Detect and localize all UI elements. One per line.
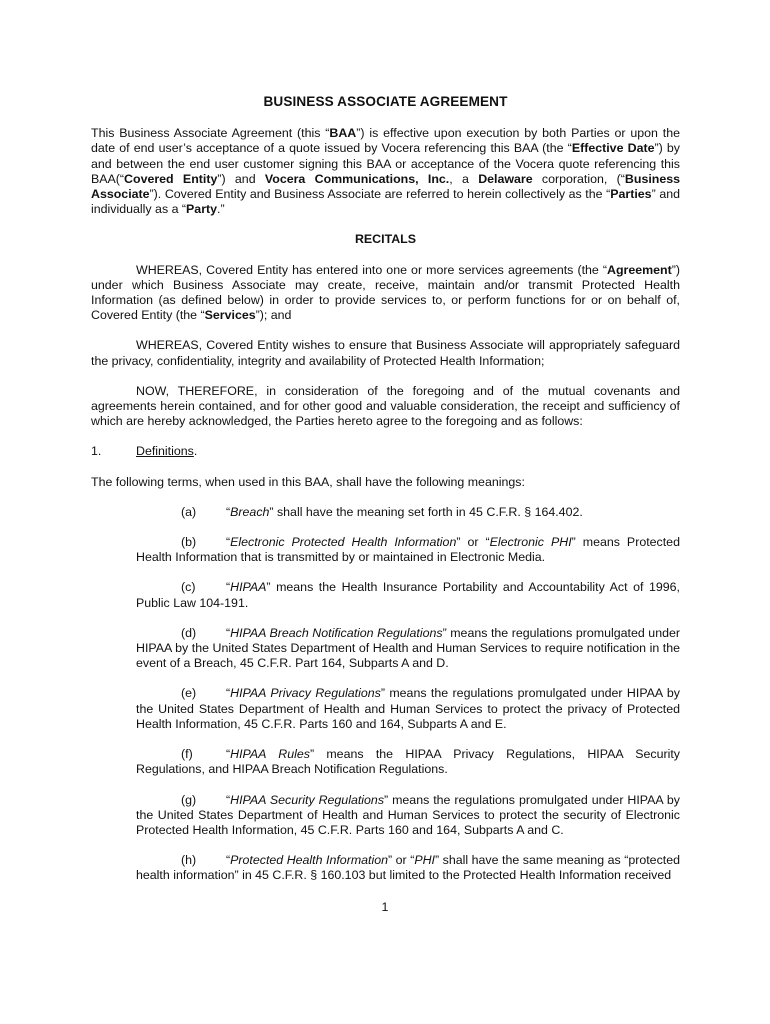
definition-item-d: (d) “HIPAA Breach Notification Regulations” means the regulations promulgated under HIPAA by the United States Department of Health and Human Services to require notification in the event of a Breach, 45 C.F.R. Part 164, Subparts A and D. — [136, 625, 680, 671]
definition-item-c: (c) “HIPAA” means the Health Insurance Portability and Accountability Act of 1996, Public Law 104-191. — [136, 580, 680, 610]
section-heading-definitions: 1. Definitions. — [91, 444, 198, 459]
definition-item-b: (b) “Electronic Protected Health Information” or “Electronic PHI” means Protected Health Information that is transmitted by or maintained in Electronic Media. — [136, 535, 680, 565]
definition-item-a: (a) “Breach” shall have the meaning set forth in 45 C.F.R. § 164.402. — [181, 504, 583, 519]
section-title: Definitions — [136, 444, 194, 459]
section-number: 1. — [91, 444, 102, 459]
recital-paragraph-3: NOW, THEREFORE, in consideration of the foregoing and of the mutual covenants and agreements herein contained, and for other good and valuable consideration, the receipt and sufficiency of which are hereby acknowledged, the Parties hereto agree to the foregoing and as follows: — [91, 383, 680, 429]
intro-paragraph: This Business Associate Agreement (this “BAA”) is effective upon execution by both Parties or upon the date of end user’s acceptance of a quote issued by Vocera referencing this BAA (the “Effective Date”) by and between the end user customer signing this BAA or acceptance of the Vocera quote referencing this BAA(“Covered Entity”) and Vocera Communications, Inc., a Delaware corporation, (“Business Associate”). Covered Entity and Business Associate are referred to herein collectively as the “Parties” and individually as a “Party.” — [91, 126, 681, 217]
document-body — [91, 94, 680, 899]
definition-item-h: (h) “Protected Health Information” or “PHI” shall have the same meaning as “protected health information” in 45 C.F.R. § 160.103 but limited to the Protected Health Information received — [136, 853, 680, 883]
definition-item-e: (e) “HIPAA Privacy Regulations” means the regulations promulgated under HIPAA by the United States Department of Health and Human Services to protect the privacy of Protected Health Information, 45 C.F.R. Parts 160 and 164, Subparts A and E. — [136, 686, 681, 731]
definition-item-f: (f) “HIPAA Rules” means the HIPAA Privacy Regulations, HIPAA Security Regulations, and HIPAA Breach Notification Regulations. — [136, 747, 680, 777]
definition-item-g: (g) “HIPAA Security Regulations” means the regulations promulgated under HIPAA by the United States Department of Health and Human Services to protect the security of Electronic Protected Health Information, 45 C.F.R. Parts 160 and 164, Subparts A and C. — [136, 792, 680, 837]
document-title: BUSINESS ASSOCIATE AGREEMENT — [263, 94, 508, 109]
definitions-intro: The following terms, when used in this BAA, shall have the following meanings: — [91, 474, 525, 489]
recital-paragraph-2: WHEREAS, Covered Entity wishes to ensure that Business Associate will appropriately safeguard the privacy, confidentiality, integrity and availability of Protected Health Information; — [91, 338, 680, 368]
recital-paragraph-1: WHEREAS, Covered Entity has entered into one or more services agreements (the “Agreement”) under which Business Associate may create, receive, maintain and/or transmit Protected Health Information (as defined below) in order to provide services to, or perform functions for or on behalf of, Covered Entity (the “Services”); and — [91, 262, 680, 323]
recitals-heading: RECITALS — [354, 232, 417, 247]
page-number: 1 — [381, 900, 389, 914]
